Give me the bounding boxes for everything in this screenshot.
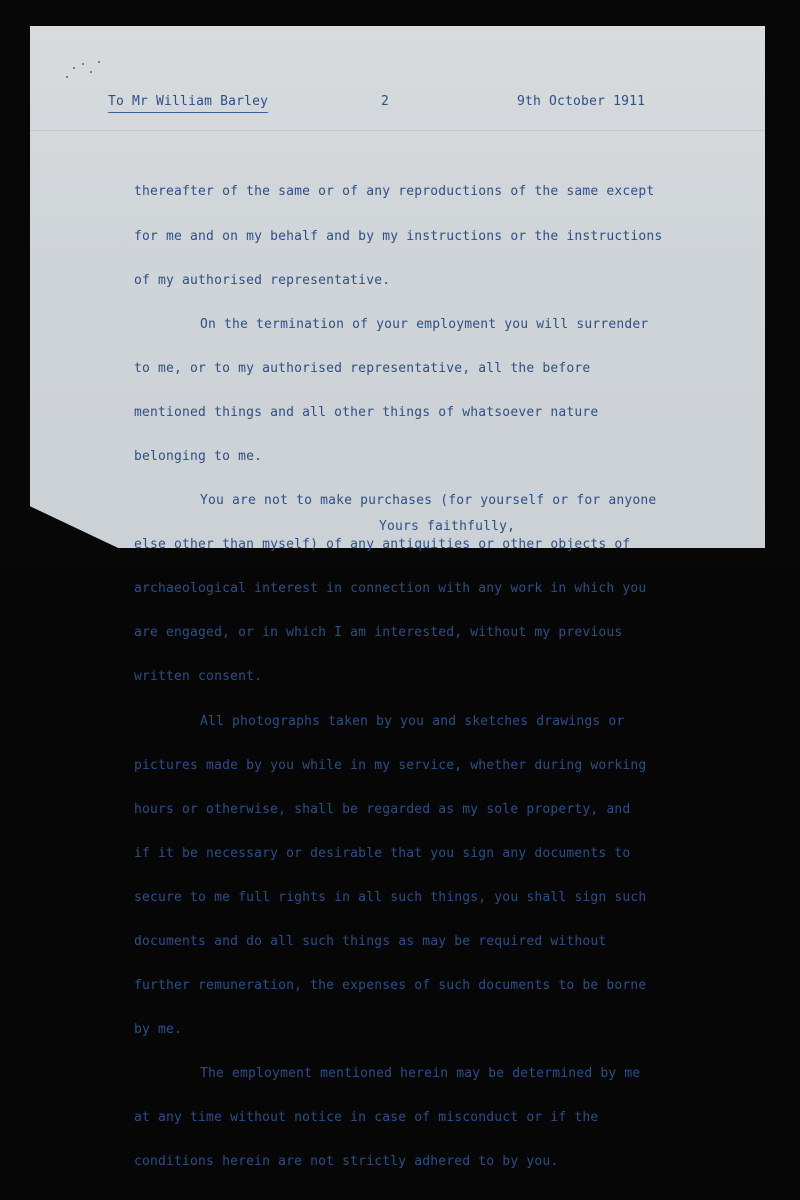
body-line: All photographs taken by you and sketches drawings or (200, 713, 625, 729)
closing-line: Yours faithfully, (379, 519, 516, 534)
body-line: written consent. (134, 669, 263, 685)
body-line: are engaged, or in which I am interested, without my previous (134, 625, 623, 641)
paper-speck (82, 63, 84, 65)
paper-speck (90, 71, 92, 73)
body-line: thereafter of the same or of any reproductions of the same except (134, 184, 655, 200)
body-line: hours or otherwise, shall be regarded as my sole property, and (134, 801, 631, 817)
body-line: The employment mentioned herein may be determined by me (200, 1066, 641, 1082)
body-line: at any time without notice in case of misconduct or if the (134, 1110, 599, 1126)
body-line: On the termination of your employment you will surrender (200, 316, 649, 332)
body-line: to me, or to my authorised representative, all the before (134, 360, 591, 376)
paper-fold-line (30, 130, 765, 131)
paper-specks (60, 58, 110, 88)
letter-body (134, 156, 744, 1200)
letter-header (108, 95, 728, 115)
recipient-line: To Mr William Barley (108, 95, 268, 113)
body-line: secure to me full rights in all such things, you shall sign such (134, 889, 647, 905)
body-line: belonging to me. (134, 448, 263, 464)
body-line: if it be necessary or desirable that you sign any documents to (134, 845, 631, 861)
body-line: archaeological interest in connection with any work in which you (134, 581, 647, 597)
paper-speck (98, 61, 100, 63)
body-line: else other than myself) of any antiquities or other objects of (134, 537, 631, 553)
letter-date: 9th October 1911 (517, 94, 646, 109)
body-line: of my authorised representative. (134, 272, 391, 288)
body-line: further remuneration, the expenses of such documents to be borne (134, 978, 647, 994)
body-line: documents and do all such things as may be required without (134, 934, 607, 949)
page-number: 2 (381, 94, 390, 109)
body-line: mentioned things and all other things of whatsoever nature (134, 404, 599, 420)
body-line: conditions herein are not strictly adhered to by you. (134, 1154, 559, 1170)
paper-speck (73, 67, 75, 69)
body-line: pictures made by you while in my service, whether during working (134, 757, 647, 773)
body-line: You are not to make purchases (for yourself or for anyone (200, 493, 657, 509)
body-line: for me and on my behalf and by my instructions or the instructions (134, 228, 663, 244)
paper-speck (66, 76, 68, 78)
body-line: by me. (134, 1022, 183, 1038)
